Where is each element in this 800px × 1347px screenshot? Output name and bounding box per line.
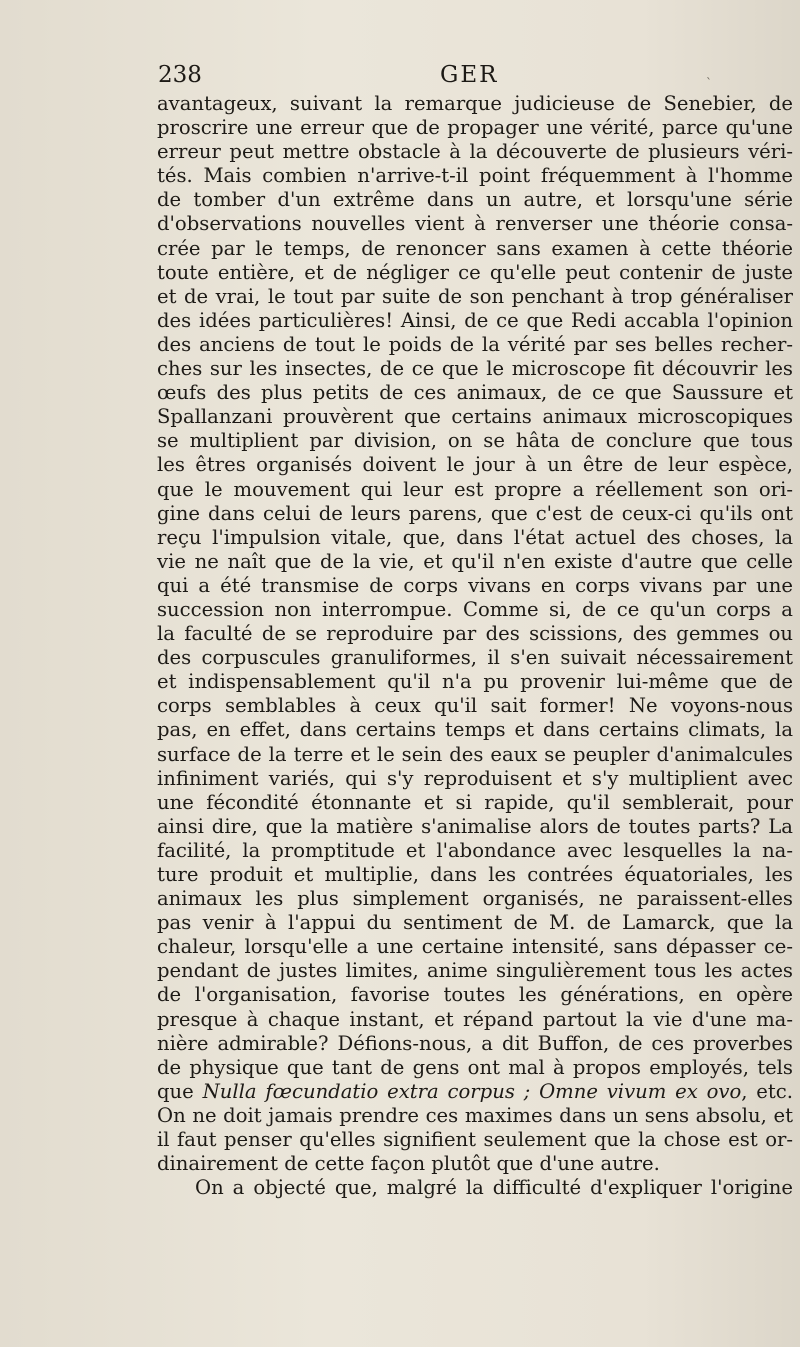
text-line: se multiplient par division, on se hâta de conclure que tous — [157, 429, 793, 453]
text-line: de tomber d'un extrême dans un autre, et lorsqu'une série — [157, 188, 793, 212]
text-line: nière admirable? Défions-nous, a dit Buffon, de ces proverbes — [157, 1031, 793, 1055]
text-line: et indispensablement qu'il n'a pu provenir lui-même que de — [157, 670, 793, 694]
text-segment: , etc. — [741, 1079, 793, 1103]
text-line: facilité, la promptitude et l'abondance avec lesquelles la na- — [157, 838, 793, 862]
text-line: la faculté de se reproduire par des scissions, des gemmes ou — [157, 622, 793, 646]
text-line: que le mouvement qui leur est propre a réellement son ori- — [157, 477, 793, 501]
text-line: chaleur, lorsqu'elle a une certaine intensité, sans dépasser ce- — [157, 935, 793, 959]
text-line: surface de la terre et le sein des eaux se peupler d'animalcules — [157, 742, 793, 766]
text-line: infiniment variés, qui s'y reproduisent et s'y multiplient avec — [157, 766, 793, 790]
text-line: animaux les plus simplement organisés, ne paraissent-elles — [157, 887, 793, 911]
text-line: pas, en effet, dans certains temps et dans certains climats, la — [157, 718, 793, 742]
text-line: crée par le temps, de renoncer sans examen à cette théorie — [157, 236, 793, 260]
text-line: une fécondité étonnante et si rapide, qu'il semblerait, pour — [157, 790, 793, 814]
latin-maxims: Nulla fœcundatio extra corpus ; Omne vivum ex ovo — [202, 1079, 742, 1103]
text-line: des idées particulières! Ainsi, de ce que Redi accabla l'opinion — [157, 308, 793, 332]
body-text — [157, 92, 793, 1200]
text-line: de l'organisation, favorise toutes les générations, en opère — [157, 983, 793, 1007]
text-segment: que — [157, 1079, 203, 1103]
text-line: ainsi dire, que la matière s'animalise alors de toutes parts? La — [157, 814, 793, 838]
text-line: avantageux, suivant la remarque judicieuse de Senebier, de — [157, 92, 793, 115]
text-line: corps semblables à ceux qu'il sait former! Ne voyons-nous — [157, 694, 793, 718]
text-line: Spallanzani prouvèrent que certains animaux microscopiques — [157, 405, 793, 429]
text-line: gine dans celui de leurs parens, que c'est de ceux-ci qu'ils ont — [157, 501, 793, 525]
text-line: ches sur les insectes, de ce que le microscope fit découvrir les — [157, 357, 793, 381]
text-line: pendant de justes limites, anime singulièrement tous les actes — [157, 959, 793, 983]
text-line: et de vrai, le tout par suite de son penchant à trop généraliser — [157, 284, 793, 308]
text-line: pas venir à l'appui du sentiment de M. de Lamarck, que la — [157, 911, 793, 935]
text-line: les êtres organisés doivent le jour à un être de leur espèce, — [157, 453, 793, 477]
page-header — [158, 62, 628, 94]
page-number: 238 — [158, 62, 202, 88]
text-line: œufs des plus petits de ces animaux, de ce que Saussure et — [157, 381, 793, 405]
text-line: tés. Mais combien n'arrive-t-il point fréquemment à l'homme — [157, 164, 793, 188]
text-line: d'observations nouvelles vient à renverser une théorie consa- — [157, 212, 793, 236]
paper-speck: ` — [706, 76, 712, 90]
paragraph-start-line: On a objecté que, malgré la difficulté d'expliquer l'origine — [195, 1176, 793, 1200]
text-line: presque à chaque instant, et répand partout la vie d'une ma- — [157, 1007, 793, 1031]
text-line: des anciens de tout le poids de la vérité par ses belles recher- — [157, 332, 793, 356]
text-line: On ne doit jamais prendre ces maximes dans un sens absolu, et — [157, 1103, 793, 1127]
text-line: qui a été transmise de corps vivans en corps vivans par une — [157, 573, 793, 597]
text-line: des corpuscules granuliformes, il s'en suivait nécessairement — [157, 646, 793, 670]
text-line: reçu l'impulsion vitale, que, dans l'état actuel des choses, la — [157, 525, 793, 549]
running-head: GER — [440, 62, 499, 88]
text-line: vie ne naît que de la vie, et qu'il n'en existe d'autre que celle — [157, 549, 793, 573]
text-line-with-latin-maxims — [157, 1080, 793, 1104]
text-line: erreur peut mettre obstacle à la découverte de plusieurs véri- — [157, 140, 793, 164]
paragraph-end-line: dinairement de cette façon plutôt que d'une autre. — [157, 1152, 660, 1176]
text-line: proscrire une erreur que de propager une vérité, parce qu'une — [157, 116, 793, 140]
text-line: succession non interrompue. Comme si, de ce qu'un corps a — [157, 597, 793, 621]
text-line: il faut penser qu'elles signifient seulement que la chose est or- — [157, 1128, 793, 1152]
text-line: ture produit et multiplie, dans les contrées équatoriales, les — [157, 863, 793, 886]
text-line: de physique que tant de gens ont mal à propos employés, tels — [157, 1055, 793, 1079]
text-line: toute entière, et de négliger ce qu'elle peut contenir de juste — [157, 260, 793, 284]
